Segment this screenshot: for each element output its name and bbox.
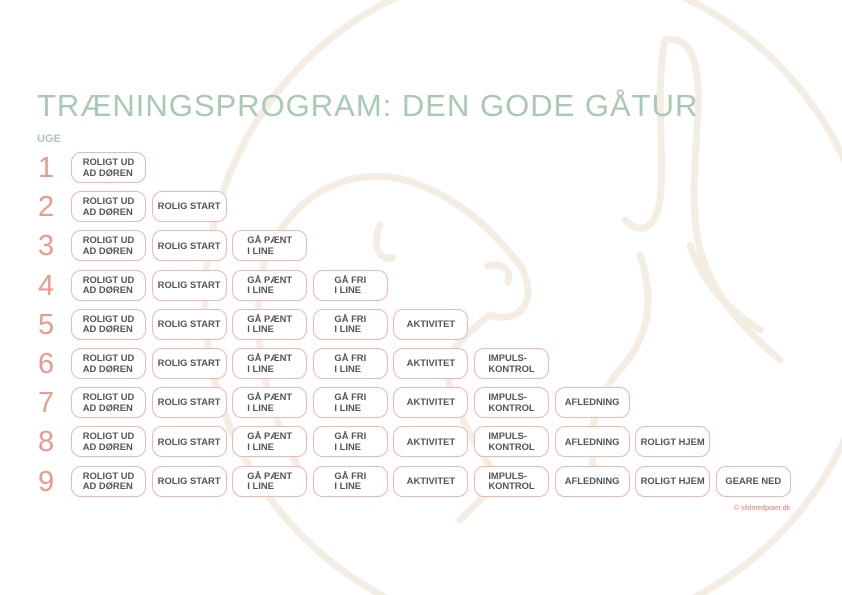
training-step [71,466,146,497]
training-step [152,191,227,222]
training-step [232,270,307,301]
training-step-label: ROLIGT UD AD DØREN [82,352,135,374]
week-number: 9 [38,465,55,498]
training-step-label: ROLIGT UD AD DØREN [82,430,135,452]
training-step-label: ROLIG START [157,474,221,486]
training-step [232,230,307,261]
training-step [555,466,630,497]
training-step [152,309,227,340]
week-number: 6 [38,348,55,380]
training-step-label: ROLIGT UD AD DØREN [82,391,135,413]
training-step-label: GÅ FRI I LINE [334,273,367,296]
training-step-label: ROLIGT UD AD DØREN [82,195,135,217]
week-number: 1 [38,152,55,184]
training-step [555,426,630,457]
training-step [716,466,791,497]
week-row [0,386,842,420]
training-step [152,426,227,457]
training-step [71,348,146,379]
training-step-label: ROLIGT UD AD DØREN [82,234,135,256]
training-step [71,191,146,222]
week-row [0,151,842,185]
training-step [313,466,388,497]
week-row [0,308,842,342]
training-step [71,152,146,183]
week-number: 3 [38,230,55,263]
training-step-label: AKTIVITET [406,357,456,369]
training-step-label: GÅ PÆNT I LINE [247,273,293,296]
training-step [393,426,468,457]
training-step-label: ROLIG START [157,396,221,408]
training-step-label: GÅ FRI I LINE [334,352,367,374]
week-number: 4 [38,269,55,302]
training-step-label: AKTIVITET [406,396,456,408]
training-step [152,230,227,261]
training-step-label: IMPULS- KONTROL [488,430,535,452]
training-step-label: ROLIGT HJEM [640,435,705,447]
training-step-label: ROLIG START [157,318,221,330]
training-step-label: IMPULS- KONTROL [488,352,535,374]
training-step [232,426,307,457]
training-step-label: GÅ FRI I LINE [334,469,367,492]
training-step-label: ROLIGT HJEM [640,474,705,486]
week-row [0,190,842,224]
week-row [0,347,842,381]
copyright-credit: © vildmedpoter.dk [733,505,790,512]
training-step [313,309,388,340]
week-row [0,269,842,303]
training-step [393,387,468,418]
training-step [393,309,468,340]
training-step [71,426,146,457]
training-step [635,466,710,497]
training-step [393,466,468,497]
week-row [0,425,842,459]
week-number: 2 [38,191,55,224]
training-step-label: GÅ PÆNT I LINE [247,234,293,256]
training-step [635,426,710,457]
training-step-label: ROLIGT UD AD DØREN [82,312,135,335]
week-number: 5 [38,308,55,341]
training-step [71,309,146,340]
training-step-label: GÅ PÆNT I LINE [247,430,293,452]
training-step-label: ROLIG START [157,357,221,369]
training-step-label: ROLIG START [157,239,221,251]
training-step-label: AKTIVITET [406,474,456,486]
training-step-label: GÅ FRI I LINE [334,430,367,452]
training-step [555,387,630,418]
training-step-label: GÅ FRI I LINE [334,391,367,413]
training-step-label: IMPULS- KONTROL [488,469,535,492]
training-step [393,348,468,379]
training-step [232,348,307,379]
training-step [313,270,388,301]
training-step [232,387,307,418]
training-step [71,230,146,261]
training-step-label: AFLEDNING [564,435,620,447]
week-number: 8 [38,426,55,459]
training-step [232,466,307,497]
training-step-label: GEARE NED [725,474,782,486]
training-step [313,387,388,418]
week-row [0,465,842,499]
training-step [474,387,549,418]
training-step [232,309,307,340]
training-step [152,387,227,418]
training-step [313,348,388,379]
training-step [152,270,227,301]
training-step-label: AKTIVITET [406,318,456,330]
training-step-label: AFLEDNING [564,396,620,408]
training-step-label: GÅ PÆNT I LINE [247,469,293,492]
training-step-label: ROLIGT UD AD DØREN [82,469,135,492]
training-step [313,426,388,457]
training-step-label: GÅ PÆNT I LINE [247,352,293,374]
training-step [152,348,227,379]
week-number: 7 [38,387,55,420]
training-step-label: GÅ FRI I LINE [334,312,367,335]
week-column-label: UGE [37,133,61,145]
training-step [474,466,549,497]
training-step-label: AFLEDNING [564,474,620,486]
page-title: TRÆNINGSPROGRAM: DEN GODE GÅTUR [37,88,699,123]
week-row [0,229,842,263]
training-step [152,466,227,497]
training-step [71,270,146,301]
training-step-label: GÅ PÆNT I LINE [247,391,293,413]
training-step-label: ROLIGT UD AD DØREN [82,156,135,178]
training-step [474,348,549,379]
training-step-label: ROLIG START [157,435,221,447]
training-step-label: AKTIVITET [406,435,456,447]
training-step-label: ROLIGT UD AD DØREN [82,273,135,296]
training-step-label: IMPULS- KONTROL [488,391,535,413]
training-step-label: ROLIG START [157,200,221,212]
training-step [474,426,549,457]
training-step [71,387,146,418]
training-step-label: GÅ PÆNT I LINE [247,312,293,335]
training-step-label: ROLIG START [157,278,221,290]
